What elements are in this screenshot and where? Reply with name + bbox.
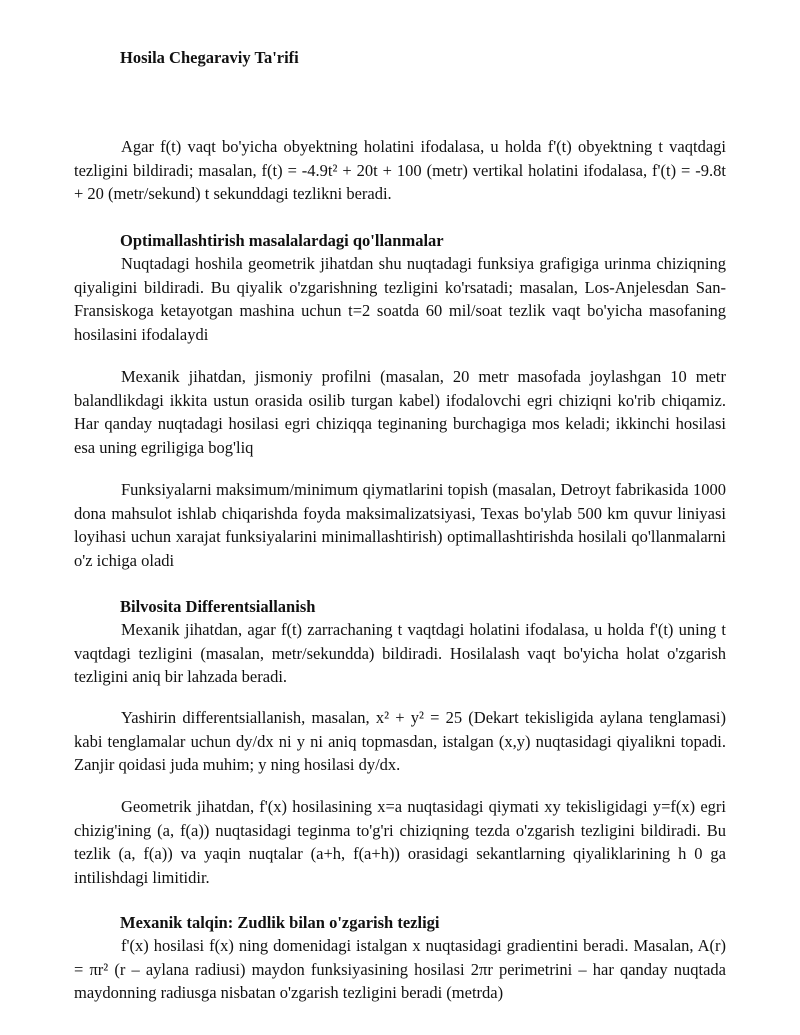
section-heading: Bilvosita Differentsiallanish xyxy=(120,597,316,616)
section-optimization-p2 xyxy=(74,365,726,459)
paragraph: Mexanik jihatdan, jismoniy profilni (masalan, 20 metr masofada joylashgan 10 metr balandlikdagi ikkita ustun orasida osilib turgan kabel) ifodalovchi egri chiziqni ko'rib chiqamiz. Har qanday nuqtadagi hosilasi egri chiziqqa teginaning burchagiga mos keladi; ikkinchi hosilasi esa uning egriligiga bog'liq xyxy=(74,367,726,457)
section-optimization-p1 xyxy=(74,252,726,346)
section-implicit-p3 xyxy=(74,795,726,889)
paragraph: Geometrik jihatdan, f'(x) hosilasining x=a nuqtasidagi qiymati xy tekisligidagi y=f(x) egri chizig'ining (a, f(a)) nuqtasidagi teginma to'g'ri chiziqning tezda o'zgarish tezligini bildiradi. Bu tezlik (a, f(a)) va yaqin nuqtalar (a+h, f(a+h)) orasidagi sekantlarning qiyaliklarining h 0 ga intilishdagi limitidir. xyxy=(74,797,726,887)
paragraph: Mexanik jihatdan, agar f(t) zarrachaning t vaqtdagi holatini ifodalasa, u holda f'(t) uning t vaqtdagi tezligini (masalan, metr/sekundda) bildiradi. Hosilalash vaqt bo'yicha holat o'zgarish tezligini aniq bir lahzada beradi. xyxy=(74,620,726,686)
paragraph: Nuqtadagi hoshila geometrik jihatdan shu nuqtadagi funksiya grafigiga urinma chiziqning qiyaligini bildiradi. Bu qiyalik o'zgarishning tezligini ko'rsatadi; masalan, Los-Anjelesdan San-Fransiskoga ketayotgan mashina uchun t=2 soatda 60 mil/soat tezlik vaqt bo'yicha masofaning hosilasini ifodalaydi xyxy=(74,254,726,344)
section-mechanical-p1 xyxy=(74,934,726,1005)
title-block xyxy=(74,48,726,68)
section-optimization-p3 xyxy=(74,478,726,572)
section-optimization xyxy=(74,231,726,251)
section-heading: Optimallashtirish masalalardagi qo'llanmalar xyxy=(120,231,444,250)
intro-block xyxy=(74,135,726,206)
intro-paragraph: Agar f(t) vaqt bo'yicha obyektning holatini ifodalasa, u holda f'(t) obyektning t vaqtdagi tezligini bildiradi; masalan, f(t) = -4.9t² + 20t + 100 (metr) vertikal holatini ifodalasa, f'(t) = -9.8t + 20 (metr/sekund) t sekunddagi tezlikni beradi. xyxy=(74,137,726,203)
section-implicit-p1 xyxy=(74,618,726,689)
paragraph: Funksiyalarni maksimum/minimum qiymatlarini topish (masalan, Detroyt fabrikasida 1000 dona mahsulot ishlab chiqarishda foyda maksimalizatsiyasi, Texas bo'ylab 500 km quvur liniyasi loyihasi uchun xarajat funksiyalarini minimallashtirish) optimallashtirishda hosilali qo'llanmalarni o'z ichiga oladi xyxy=(74,480,726,570)
section-mechanical xyxy=(74,913,726,933)
section-heading: Mexanik talqin: Zudlik bilan o'zgarish tezligi xyxy=(120,913,440,932)
section-implicit-p2 xyxy=(74,706,726,777)
paragraph: Yashirin differentsiallanish, masalan, x² + y² = 25 (Dekart tekisligida aylana tenglamasi) kabi tenglamalar uchun dy/dx ni y ni aniq topmasdan, istalgan (x,y) nuqtasidagi qiyalikni topadi. Zanjir qoidasi juda muhim; y ning hosilasi dy/dx. xyxy=(74,708,726,774)
section-implicit xyxy=(74,597,726,617)
document-title: Hosila Chegaraviy Ta'rifi xyxy=(120,48,299,67)
paragraph: f'(x) hosilasi f(x) ning domenidagi istalgan x nuqtasidagi gradientini beradi. Masalan, A(r) = πr² (r – aylana radiusi) maydon funksiyasining hosilasi 2πr perimetrini – har qanday nuqtada maydonning radiusga nisbatan o'zgarish tezligini beradi (metrda) xyxy=(74,936,726,1002)
